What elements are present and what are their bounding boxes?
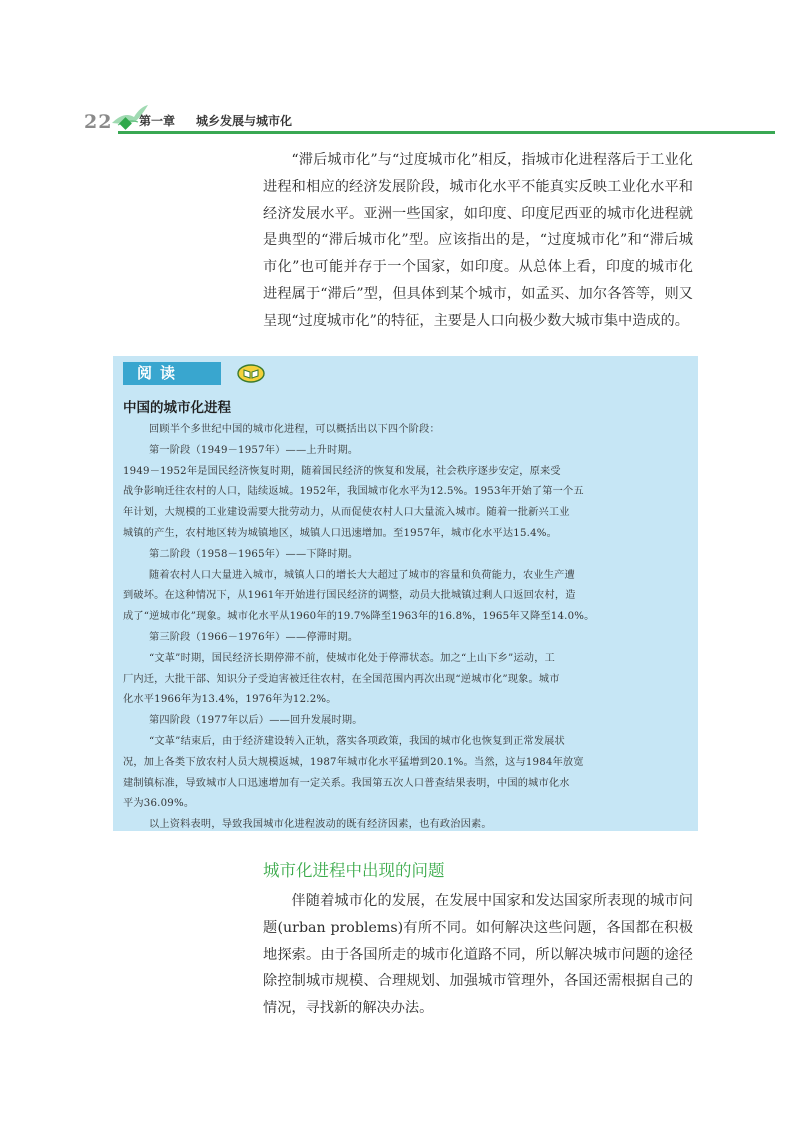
reading-line: 年计划，大规模的工业建设需要大批劳动力，从而促使农村人口大量流入城市。随着一批新兴工业 bbox=[123, 507, 570, 519]
reading-line: 城镇的产生，农村地区转为城镇地区，城镇人口迅速增加。至1957年，城市化水平达15.4%。 bbox=[123, 527, 558, 539]
header-divider bbox=[118, 131, 775, 134]
reading-line: 平为36.09%。 bbox=[123, 798, 195, 810]
reading-line: 化水平1966年为13.4%，1976年为12.2%。 bbox=[123, 694, 337, 706]
chapter-label: 第一章 bbox=[139, 114, 176, 128]
body-paragraph-2: 伴随着城市化的发展，在发展中国家和发达国家所表现的城市问题(urban problems)有所不同。如何解决这些问题，各国都在积极地探索。由于各国所走的城市化道路不同，所以解决城市问题的途径除控制城市规模、合理规划、加强城市管理外，各国还需根据自己的情况，寻找新的解决办法。 bbox=[263, 893, 693, 1017]
reading-title: 中国的城市化进程 bbox=[123, 400, 231, 416]
reading-line: 第四阶段（1977年以后）——回升发展时期。 bbox=[149, 715, 363, 727]
reading-line: 厂内迁，大批干部、知识分子受迫害被迁往农村，在全国范围内再次出现“逆城市化”现象。城市 bbox=[123, 673, 560, 685]
reading-line: 随着农村人口大量进入城市，城镇人口的增长大大超过了城市的容量和负荷能力，农业生产遭 bbox=[149, 569, 575, 581]
reading-box bbox=[113, 356, 698, 831]
reading-line: “文革”结束后，由于经济建设转入正轨，落实各项政策，我国的城市化也恢复到正常发展状 bbox=[149, 735, 565, 747]
reading-line: 第二阶段（1958－1965年）——下降时期。 bbox=[149, 548, 359, 560]
reading-tag: 阅读 bbox=[123, 362, 221, 385]
book-icon bbox=[237, 364, 265, 383]
section-heading: 城市化进程中出现的问题 bbox=[263, 861, 445, 880]
reading-line: 以上资料表明，导致我国城市化进程波动的既有经济因素，也有政治因素。 bbox=[149, 819, 492, 831]
reading-line: 回顾半个多世纪中国的城市化进程，可以概括出以下四个阶段： bbox=[149, 424, 440, 435]
reading-line: 建制镇标准，导致城市人口迅速增加有一定关系。我国第五次人口普查结果表明，中国的城市化水 bbox=[123, 777, 570, 789]
chapter-title: 城乡发展与城市化 bbox=[196, 114, 293, 128]
page-header bbox=[0, 95, 800, 145]
reading-line: 成了“逆城市化”现象。城市化水平从1960年的19.7%降至1963年的16.8%，1965年又降至14.0%。 bbox=[123, 611, 595, 623]
page-number: 22 bbox=[84, 111, 113, 133]
body-paragraph-1: “滞后城市化”与“过度城市化”相反，指城市化进程落后于工业化进程和相应的经济发展阶段，城市化水平不能真实反映工业化水平和经济发展水平。亚洲一些国家，如印度、印度尼西亚的城市化进程就是典型的“滞后城市化”型。应该指出的是，“过度城市化”和“滞后城市化”也可能并存于一个国家，如印度。从总体上看，印度的城市化进程属于“滞后”型，但具体到某个城市，如孟买、加尔各答等，则又呈现“过度城市化”的特征，主要是人口向极少数大城市集中造成的。 bbox=[263, 152, 693, 329]
reading-line: 第三阶段（1966－1976年）——停滞时期。 bbox=[149, 631, 359, 643]
reading-line: 1949－1952年是国民经济恢复时期，随着国民经济的恢复和发展，社会秩序逐步安定，原来受 bbox=[123, 465, 561, 477]
reading-line: 到破坏。在这种情况下，从1961年开始进行国民经济的调整，动员大批城镇过剩人口返回农村，造 bbox=[123, 590, 576, 602]
reading-line: 况，加上各类下放农村人员大规模返城，1987年城市化水平猛增到20.1%。当然，这与1984年放宽 bbox=[123, 756, 584, 768]
reading-text bbox=[123, 420, 695, 836]
reading-line: 战争影响迁往农村的人口，陆续返城。1952年，我国城市化水平为12.5%。1953年开始了第一个五 bbox=[123, 486, 584, 498]
reading-line: 第一阶段（1949－1957年）——上升时期。 bbox=[149, 444, 359, 456]
reading-line: “文革”时期，国民经济长期停滞不前，使城市化处于停滞状态。加之“上山下乡”运动，工 bbox=[149, 652, 555, 664]
